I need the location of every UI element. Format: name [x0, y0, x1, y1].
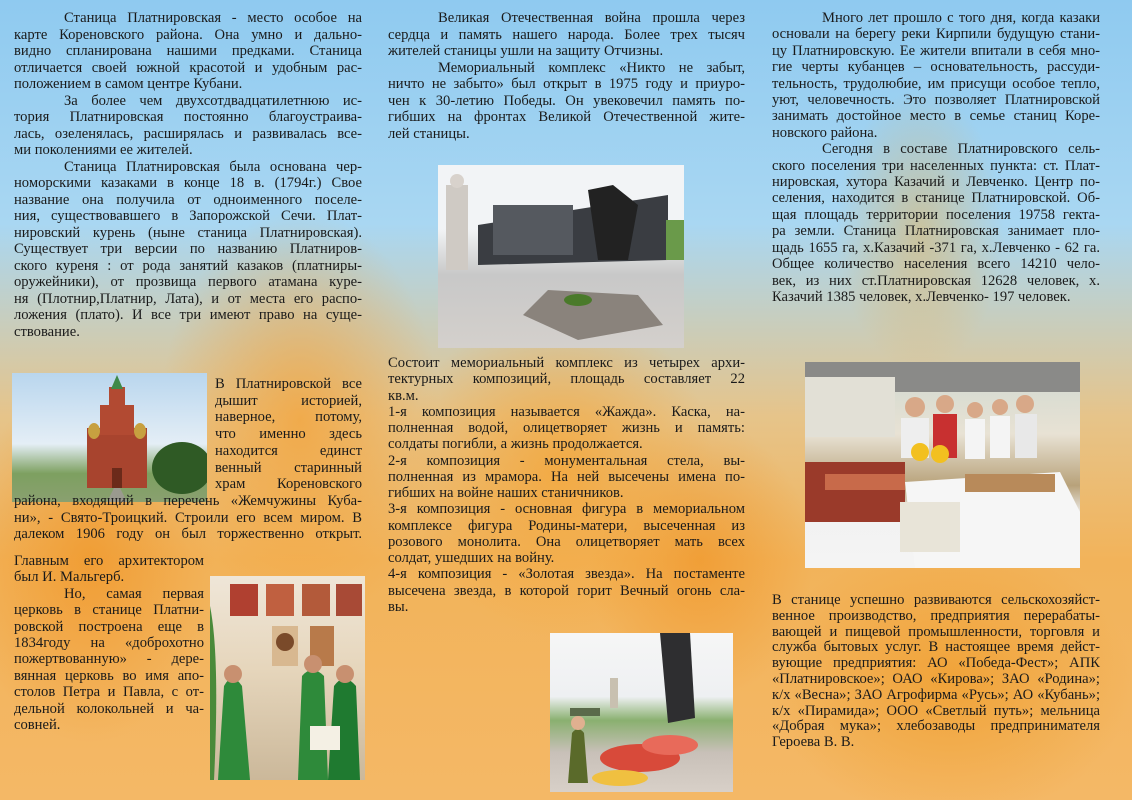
text-line: цу Платнировскую. Ее жители впитали в себя мно-	[772, 42, 1100, 59]
text-line: жителей станицы ушли на защиту Отчизны.	[388, 43, 664, 59]
text-line: основали на берегу реки Кирпили будущую стани-	[772, 26, 1100, 43]
text-line: что именно здесь	[215, 426, 362, 443]
paragraph	[14, 10, 362, 93]
text-line: За более чем двухсотдвадцатилетнюю ис-	[64, 92, 362, 109]
church-interior-photo	[210, 576, 365, 780]
text-line: нировская, хутора Казачий и Левченко. Центр по-	[772, 174, 1100, 191]
text-line: тектурных композиций, площадь составляет 22	[388, 371, 745, 388]
text-line: тория Платнировская постоянно благоустраива-	[14, 109, 362, 125]
text-line: номорскими казаками в конце 18 в. (1794г.) Свое	[14, 175, 362, 191]
text-line: района, входящий в перечень «Жемчужины Куба-	[14, 493, 362, 509]
text-economy	[772, 593, 1100, 751]
text-line: положением в самом центре Кубани.	[14, 76, 243, 92]
text-line: венный старинный	[215, 459, 362, 476]
text-line: 2-я композиция - монументальная стела, вы-	[388, 452, 745, 469]
paragraph	[14, 93, 362, 159]
text-line: В Платнировской все	[215, 376, 362, 392]
paragraph	[388, 355, 745, 404]
text-line: Но, самая первая	[64, 585, 204, 602]
text-line: щая площадь территории поселения 19758 гекта-	[772, 206, 1100, 223]
text-line: Героева В. В.	[772, 734, 855, 751]
text-line: уют, человечность. Это позволяет Платнировской	[772, 92, 1100, 109]
paragraph	[215, 376, 362, 493]
paragraph	[388, 566, 745, 615]
text-line: полненная водой, олицетворяет жизнь и память:	[388, 420, 745, 436]
text-line: гибших на фронтах Великой Отечественной жите-	[388, 109, 745, 125]
text-line: наверное, потому,	[215, 409, 362, 426]
text-line: храм Кореновского	[215, 476, 362, 493]
paragraph	[14, 493, 362, 543]
text-line: Состоит мемориальный комплекс из четырех архи-	[388, 355, 745, 371]
text-line: век, из них ст.Платнировская 12628 человек, х.	[772, 272, 1100, 289]
paragraph	[388, 404, 745, 453]
text-line: селения, находится в станице Платнировской. Об-	[772, 190, 1100, 207]
eternal-flame-photo	[550, 633, 733, 792]
text-line: название она получила от одноименного поселе-	[14, 191, 362, 208]
text-line: Станица Платнировская была основана чер-	[64, 158, 362, 175]
text-line: был И. Мальгерб.	[14, 569, 125, 586]
text-line: ня (Плотнир,Платнир, Лата), и от места его распо-	[14, 290, 362, 307]
text-history-intro	[14, 10, 362, 340]
text-line: Много лет прошло с того дня, когда казаки	[822, 10, 1100, 26]
text-line: Великая Отечественная война прошла через	[438, 10, 745, 26]
text-line: 1-я композиция называется «Жажда». Каска, на-	[388, 403, 745, 420]
text-line: 1834году на «доброхотно	[14, 635, 204, 652]
paragraph	[388, 501, 745, 566]
text-line: высечена звезда, в которой горит Вечный огонь сла-	[388, 582, 745, 599]
text-settlement-info	[772, 10, 1100, 305]
text-line: служба бытовых услуг. В настоящее время дейст-	[772, 639, 1100, 656]
text-line: венное производство, предприятия перерабаты-	[772, 607, 1100, 624]
text-line: находится единст	[215, 442, 362, 459]
text-line: 4-я композиция - «Золотая звезда». На постаменте	[388, 566, 745, 583]
text-line: Главным его архитектором	[14, 553, 204, 569]
text-line: вующие предприятия: АО «Победа-Фест»; АПК	[772, 655, 1100, 672]
text-line: Станица Платнировская - место особое на	[64, 10, 362, 26]
text-church-side	[215, 376, 362, 493]
paragraph	[388, 453, 745, 502]
text-line: щадь 1655 га, х.Казачий -371 га, х.Левченко - 62 га.	[772, 239, 1100, 256]
paragraph	[14, 586, 204, 734]
festival-photo	[805, 362, 1080, 568]
text-line: сердца и память нашего народа. Более трех тысяч	[388, 26, 745, 43]
paragraph	[772, 10, 1100, 141]
text-line: пожертвованную» - дере-	[14, 651, 204, 668]
church-illustration	[12, 373, 207, 502]
text-line: ра земли. Станица Платнировская занимает пло-	[772, 223, 1100, 240]
text-line: к/х «Пирамида»; ООО «Светлый путь»; мельница	[772, 702, 1100, 719]
text-line: Мемориальный комплекс «Никто не забыт,	[438, 59, 745, 76]
text-memorial-compositions	[388, 355, 745, 615]
text-line: нировский курень (ныне станица Платнировская).	[14, 224, 362, 241]
text-line: ствование.	[14, 323, 80, 340]
text-line: совней.	[14, 717, 61, 734]
text-line: 3-я композиция - основная фигура в мемориальном	[388, 501, 745, 518]
paragraph	[388, 60, 745, 143]
text-line: вы.	[388, 598, 409, 615]
text-line: ни», - Свято-Троицкий. Строили его всем миром. В	[14, 509, 362, 526]
text-line: полненная из мрамора. На ней высечены имена по-	[388, 468, 745, 485]
text-line: отличается своей южной красотой и удобным рас-	[14, 59, 362, 76]
text-line: дышит историей,	[215, 392, 362, 409]
text-line: новского района.	[772, 124, 878, 141]
text-line: «Платнировское»; ОАО «Кирова»; ЗАО «Родина»;	[772, 670, 1100, 687]
text-line: ского куреня : от рода занятий казаков (платниры-	[14, 257, 362, 274]
clergy-illustration	[210, 576, 365, 780]
text-line: церковь в станице Платни-	[14, 602, 204, 619]
text-war-memorial-intro	[388, 10, 745, 142]
text-line: ского поселения три населенных пункта: ст. Плат-	[772, 157, 1100, 174]
memorial-photo	[438, 165, 684, 348]
text-line: ния, существовавшего в Запорожской Сечи. Плат-	[14, 208, 362, 224]
text-line: ничто не забыто» был открыт в 1975 году и приуро-	[388, 76, 745, 92]
text-line: гибших на войне наших станичников.	[388, 485, 624, 501]
text-line: далеком 1906 году он был торжественно открыт.	[14, 526, 362, 543]
paragraph	[772, 593, 1100, 751]
text-line: солдаты погибли, а жизнь продолжается.	[388, 436, 643, 453]
text-line: лась, озеленялась, расширялась и развивалась все-	[14, 125, 362, 142]
text-line: гие черты кубанцев – основательность, рассуди-	[772, 59, 1100, 76]
text-first-church	[14, 553, 204, 733]
text-line: комплексе фигура Родины-матери, высеченная из	[388, 517, 745, 534]
text-line: розового монолита. Она олицетворяет мать всех	[388, 533, 745, 550]
paragraph	[772, 141, 1100, 305]
text-line: ми поколениями ее жителей.	[14, 142, 193, 158]
text-line: столов Петра и Павла, с от-	[14, 684, 204, 701]
text-line: кв.м.	[388, 387, 419, 404]
fair-illustration	[805, 362, 1080, 568]
text-line: видно спланирована нашими предками. Станица	[14, 43, 362, 59]
text-line: карте Кореновского района. Она умно и дально-	[14, 26, 362, 43]
text-line: лей станицы.	[388, 125, 470, 142]
text-line: оружейники), от прозвища первого атамана куре-	[14, 274, 362, 290]
text-line: солдат, ушедших на войну.	[388, 550, 555, 566]
text-line: «Добрая мука»; хлебозаводы предпринимателя	[772, 718, 1100, 735]
church-photo	[12, 373, 207, 502]
text-line: чен к 30-летию Победы. Он увековечил память по-	[388, 92, 745, 109]
paragraph	[388, 10, 745, 60]
text-line: В станице успешно развиваются сельскохозяйст-	[772, 592, 1100, 608]
text-line: дельной колокольней и ча-	[14, 700, 204, 717]
text-line: Существует три версии по названию Платниров-	[14, 241, 362, 257]
text-line: вающей и пищевой промышленности, торговля и	[772, 623, 1100, 640]
text-line: ровской построена еще в	[14, 618, 204, 635]
text-line: к/х «Весна»; ЗАО Агрофирма «Русь»; АО «Кубань»;	[772, 686, 1100, 703]
text-line: тельность, трудолюбие, им присущи особое тепло,	[772, 75, 1100, 92]
memorial-illustration	[438, 165, 684, 348]
text-line: занимать достойное место в семье станиц Коре-	[772, 108, 1100, 125]
text-church-full	[14, 493, 362, 543]
text-line: Общее количество населения всего 14210 чело-	[772, 256, 1100, 273]
text-line: Казачий 1385 человек, х.Левченко- 197 человек.	[772, 288, 1071, 305]
text-line: ложения (плато). И все три имеют право на суще-	[14, 307, 362, 323]
text-line: вянная церковь во имя апо-	[14, 667, 204, 684]
paragraph	[14, 159, 362, 341]
monument-illustration	[550, 633, 733, 792]
text-line: Сегодня в составе Платнировского сель-	[822, 141, 1100, 158]
paragraph	[14, 553, 204, 586]
